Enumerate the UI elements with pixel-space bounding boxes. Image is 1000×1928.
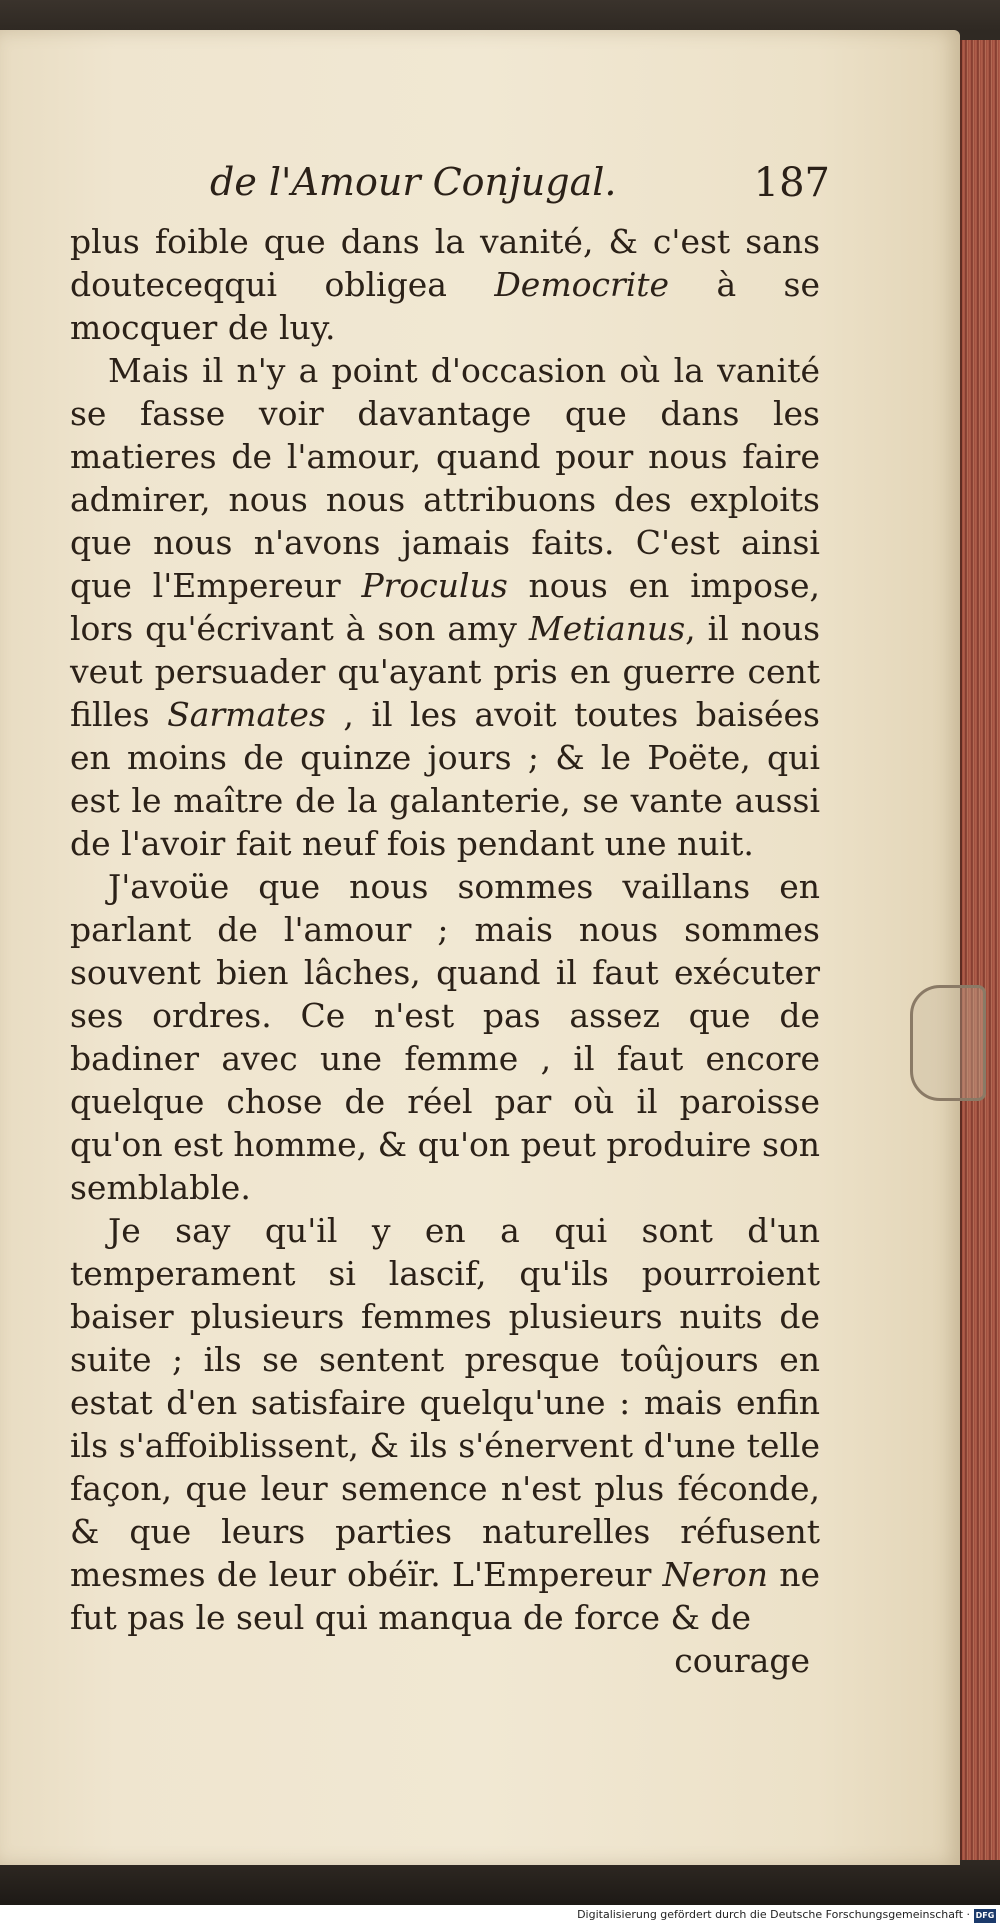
- paragraph: [70, 865, 820, 1209]
- italic-name: Proculus: [361, 566, 508, 605]
- footer-credit: Digitalisierung gefördert durch die Deutsche Forschungsgemeinschaft ·: [577, 1908, 970, 1921]
- text-segment: Mais il n'y a point d'occasion où la vanité se fasse voir davantage que dans les matieres de l'amour, quand pour nous faire admirer, nous nous attribuons des exploits que nous n'avons jamais faits. C'est ainsi que l'Empereur: [70, 351, 820, 605]
- text-segment: plus foible que dans la vanité, & c'est sans douteceqqui obligea: [70, 222, 820, 304]
- text-segment: J'avoüe que nous sommes vaillans en parlant de l'amour ; mais nous sommes souvent bien lâches, quand il faut exécuter ses ordres. Ce n'est pas assez que de badiner avec une femme , il faut encore quelque chose de réel par où il paroisse qu'on est homme, & qu'on peut produire son semblable.: [70, 867, 820, 1207]
- paragraph: [70, 220, 820, 349]
- paragraph: [70, 349, 820, 865]
- page-number: 187: [753, 160, 830, 206]
- dfg-logo: DFG: [974, 1909, 996, 1923]
- text-segment: , il les avoit toutes baisées en moins de quinze jours ; & le Poëte, qui est le maître de la galanterie, se vante aussi de l'avoir fait neuf fois pendant une nuit.: [70, 695, 820, 863]
- digitization-footer: [0, 1905, 1000, 1928]
- page-clip: [910, 985, 986, 1101]
- page-header: [70, 160, 830, 220]
- running-title: de l'Amour Conjugal.: [210, 160, 617, 204]
- italic-name: Sarmates: [167, 695, 326, 734]
- text-segment: à se mocquer de luy.: [70, 265, 821, 347]
- text-segment: nous en impose, lors qu'écrivant à son amy: [70, 566, 820, 648]
- catchword: courage: [674, 1641, 810, 1680]
- page-text: [70, 160, 830, 1682]
- text-segment: Je say qu'il y en a qui sont d'un temperament si lascif, qu'ils pourroient baiser plusieurs femmes plusieurs nuits de suite ; ils se sentent presque toûjours en estat d'en satisfaire quelqu'une : mais enfin ils s'affoiblissent, & ils s'énervent d'une telle façon, que leur semence n'est plus féconde, & que leurs parties naturelles réfusent mesmes de leur obéïr. L'Empereur: [70, 1211, 820, 1594]
- italic-name: Democrite: [494, 265, 670, 304]
- page-edges: [960, 40, 1000, 1860]
- text-segment: ne fut pas le seul qui manqua de force & de: [70, 1555, 820, 1637]
- text-segment: , il nous veut persuader qu'ayant pris en guerre cent filles: [70, 609, 821, 734]
- body-text: [70, 220, 820, 1639]
- italic-name: Neron: [662, 1555, 768, 1594]
- paragraph: [70, 1209, 820, 1639]
- italic-name: Metianus: [528, 609, 686, 648]
